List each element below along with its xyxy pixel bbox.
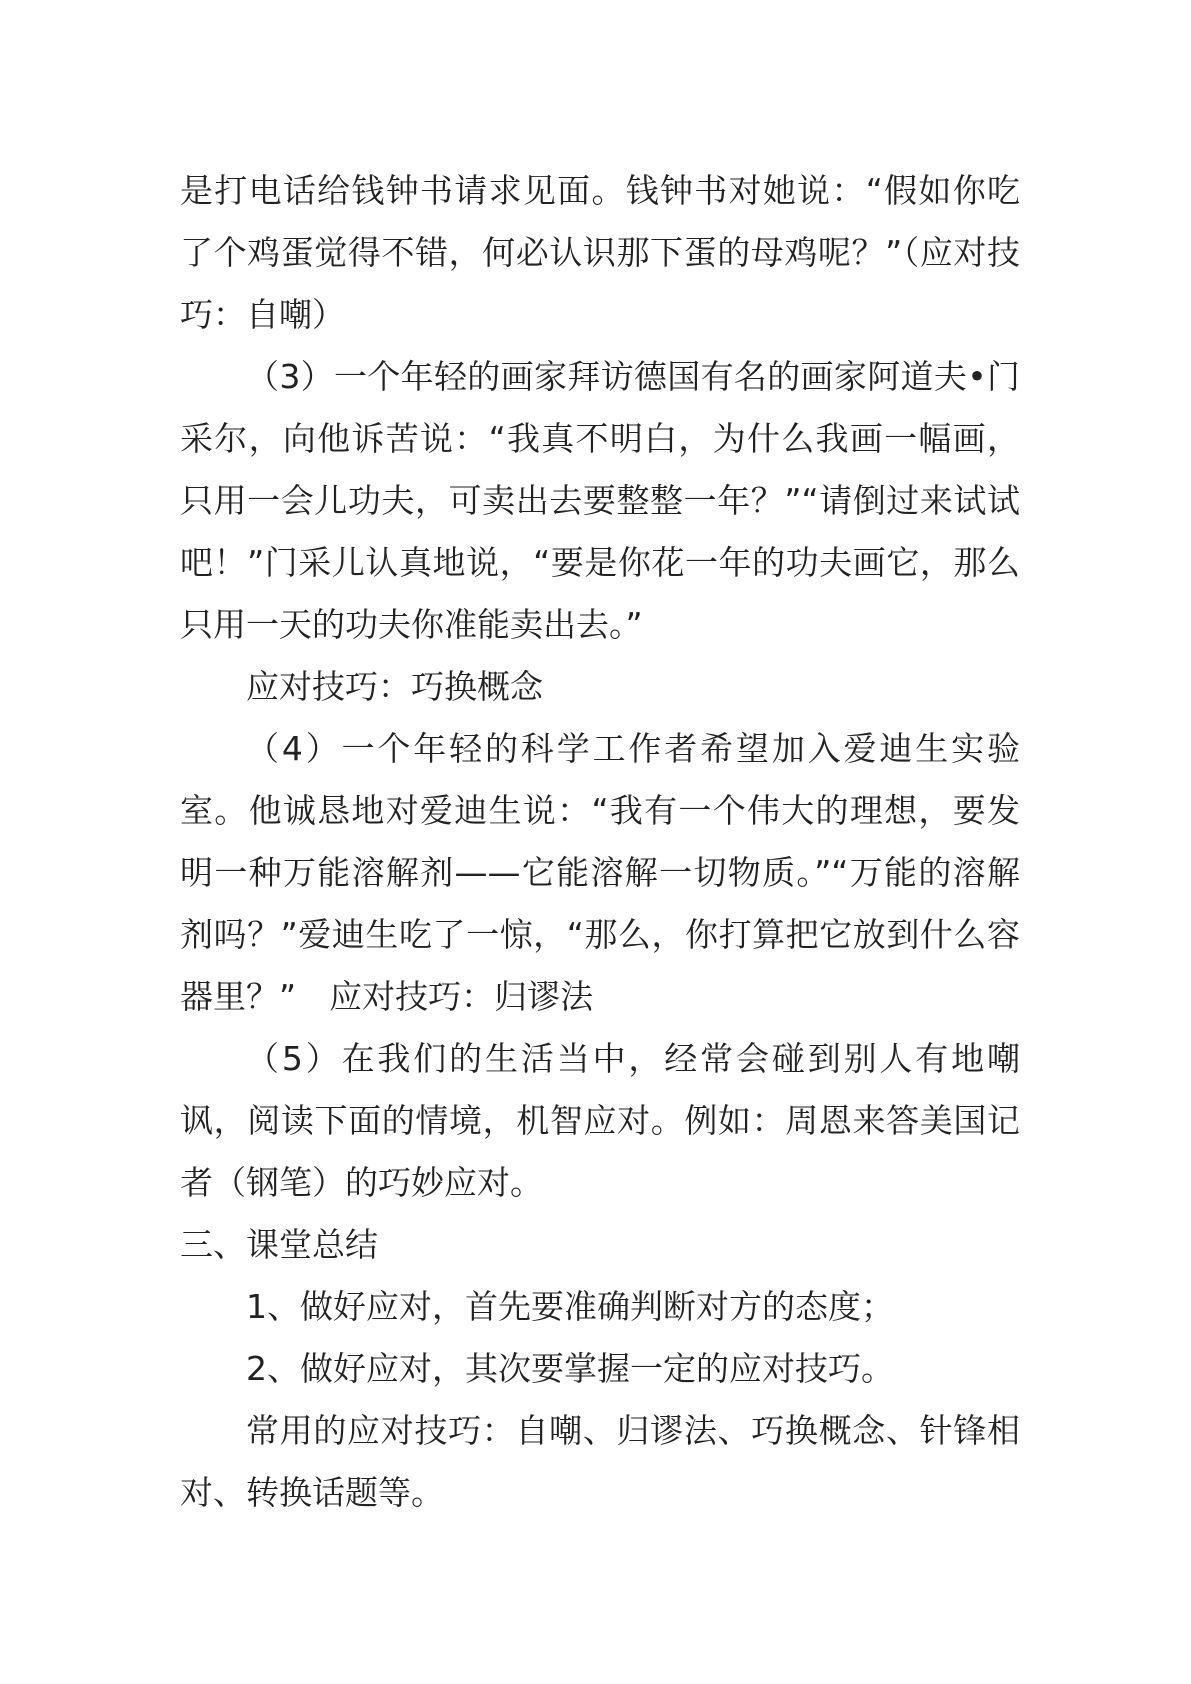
- paragraph-example-3: （3）一个年轻的画家拜访德国有名的画家阿道夫•门采尔，向他诉苦说：“我真不明白，为什么我画一幅画，只用一会儿功夫，可卖出去要整整一年？”“请倒过来试试吧！”门采儿认真地说，“要是你花一年的功夫画它，那么只用一天的功夫你准能卖出去。”: [180, 357, 1020, 644]
- section-heading-summary: 三、课堂总结: [180, 1225, 378, 1264]
- paragraph-example-4: （4）一个年轻的科学工作者希望加入爱迪生实验室。他诚恳地对爱迪生说：“我有一个伟大的理想，要发明一种万能溶解剂——它能溶解一切物质。”“万能的溶解剂吗？”爱迪生吃了一惊，“那么，你打算把它放到什么容器里？” 应对技巧：归谬法: [180, 729, 1020, 1016]
- paragraph-example-3-skill: 应对技巧：巧换概念: [246, 667, 543, 706]
- summary-item-3: 常用的应对技巧：自嘲、归谬法、巧换概念、针锋相对、转换话题等。: [180, 1411, 1020, 1512]
- paragraph-continued: 是打电话给钱钟书请求见面。钱钟书对她说：“假如你吃了个鸡蛋觉得不错，何必认识那下蛋的母鸡呢？”（应对技巧：自嘲）: [180, 171, 1020, 334]
- paragraph-example-5: （5）在我们的生活当中，经常会碰到别人有地嘲讽，阅读下面的情境，机智应对。例如：周恩来答美国记者（钢笔）的巧妙应对。: [180, 1039, 1020, 1202]
- document-page: [180, 160, 1020, 1524]
- summary-item-2: 2、做好应对，其次要掌握一定的应对技巧。: [246, 1349, 894, 1388]
- summary-item-1: 1、做好应对，首先要准确判断对方的态度；: [246, 1287, 894, 1326]
